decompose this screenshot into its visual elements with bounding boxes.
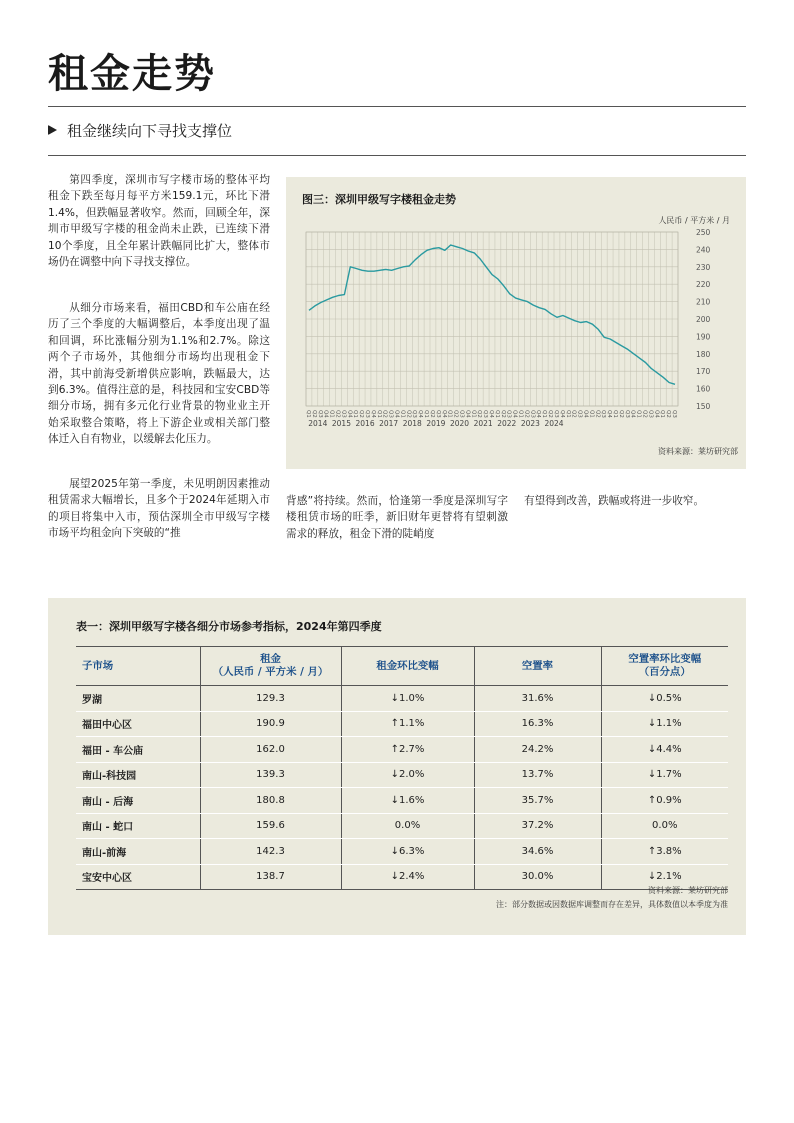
cell-rent-change: ↑1.1% — [341, 711, 474, 737]
x-quarter-label: Q2 — [594, 409, 601, 418]
cell-submarket: 福田中心区 — [76, 711, 200, 737]
section-subheading — [48, 118, 232, 142]
x-quarter-label: Q2 — [381, 410, 388, 418]
y-tick-label: 190 — [696, 332, 711, 342]
cell-rent: 162.0 — [200, 737, 341, 763]
chart-title: 图三：深圳甲级写字楼租金走势 — [302, 193, 456, 206]
x-quarter-label: Q3 — [364, 410, 370, 418]
x-quarter-label: Q3 — [553, 409, 559, 418]
cell-vacancy-change: ↑0.9% — [601, 788, 728, 814]
x-quarter-label: Q2 — [665, 410, 672, 418]
x-quarter-label: Q2 — [358, 409, 365, 418]
x-year-label: 2023 — [520, 419, 540, 428]
x-quarter-label: Q2 — [499, 410, 506, 418]
cell-submarket: 罗湖 — [76, 686, 200, 712]
cell-rent: 190.9 — [200, 711, 341, 737]
paragraph-2: 从细分市场来看，福田CBD和车公庙在经历了三个季度的大幅调整后，本季度出现了温和回调，环比涨幅分别为1.1%和2.7%。除这两个子市场外，其他细分市场均出现租金下滑，其中前海受新增供应影响，跌幅最大，达到6.3%。值得注意的是，科技园和宝安CBD等细分市场，拥有多元化行业背景的物业业主开始采取整合策略，将上下游企业或相关部门整体迁入自有物业，以缓解去化压力。 — [48, 302, 270, 446]
subheading-divider — [48, 155, 746, 156]
x-quarter-label: Q1 — [446, 409, 453, 418]
x-quarter-label: Q3 — [647, 410, 654, 418]
x-quarter-label: Q2 — [405, 410, 412, 418]
x-quarter-label: Q2 — [452, 409, 459, 418]
x-quarter-label: Q1 — [493, 410, 500, 418]
x-quarter-label: Q1 — [423, 410, 429, 418]
table-row — [76, 864, 728, 890]
x-year-label: 2019 — [426, 419, 446, 428]
cell-submarket: 南山 - 蛇口 — [76, 813, 200, 839]
x-quarter-label: Q4 — [606, 409, 613, 418]
x-quarter-label: Q1 — [305, 409, 311, 418]
table-row — [76, 813, 728, 839]
x-quarter-label: Q3 — [529, 410, 536, 418]
cell-rent-change: ↓1.6% — [341, 788, 474, 814]
paragraph-1: 第四季度，深圳市写字楼市场的整体平均租金下跌至每月每平方米159.1元，环比下滑1.4%，但跌幅显著收窄。然而，回顾全年，深圳市甲级写字楼的租金尚未止跌，已连续下滑10个季度，且全年累计跌幅同比扩大，整体市场仍在调整中向下寻找支撑位。 — [48, 174, 270, 269]
x-quarter-label: Q4 — [417, 410, 424, 418]
y-tick-label: 240 — [696, 245, 711, 255]
table-row — [76, 839, 728, 865]
cell-vacancy-change: ↓1.7% — [601, 762, 728, 788]
x-quarter-label: Q4 — [440, 409, 447, 418]
y-tick-label: 210 — [696, 297, 711, 307]
cell-vacancy-change: ↓2.1% — [601, 864, 728, 890]
x-year-label: 2020 — [449, 419, 470, 428]
x-quarter-label: Q1 — [517, 410, 524, 418]
cell-submarket: 南山-前海 — [76, 839, 200, 865]
cell-rent-change: 0.0% — [341, 813, 474, 839]
x-quarter-label: Q4 — [393, 410, 400, 418]
submarket-indicators-panel — [48, 598, 746, 935]
cell-rent: 138.7 — [200, 864, 341, 890]
y-tick-label: 230 — [696, 262, 711, 272]
x-year-label: 2017 — [379, 419, 399, 428]
header-vacancy-change-line-1: 空置率环比变幅 — [628, 653, 702, 665]
x-quarter-label: Q1 — [470, 409, 477, 418]
x-quarter-label: Q3 — [600, 409, 607, 418]
x-year-label: 2014 — [308, 419, 328, 428]
y-tick-label: 250 — [696, 228, 711, 237]
cell-rent: 180.8 — [200, 788, 341, 814]
cell-submarket: 福田 - 车公庙 — [76, 737, 200, 763]
page-title: 租金走势 — [48, 51, 216, 97]
triangle-bullet-icon — [48, 125, 57, 135]
table-title: 表一：深圳甲级写字楼各细分市场参考指标，2024年第四季度 — [76, 620, 382, 633]
y-tick-label: 180 — [696, 349, 711, 359]
x-year-label: 2024 — [544, 419, 564, 428]
table-header-row — [76, 647, 728, 686]
y-tick-label: 160 — [696, 384, 711, 394]
x-quarter-label: Q4 — [369, 410, 376, 418]
x-quarter-label: Q4 — [488, 410, 494, 418]
cell-vacancy: 16.3% — [474, 711, 601, 737]
x-quarter-label: Q3 — [434, 409, 441, 418]
x-quarter-label: Q3 — [316, 409, 323, 418]
x-quarter-label: Q3 — [482, 409, 489, 418]
x-quarter-label: Q4 — [653, 410, 660, 418]
x-quarter-label: Q2 — [476, 409, 483, 418]
x-quarter-label: Q1 — [352, 409, 359, 418]
chart-source-note: 资料来源：莱坊研究部 — [658, 447, 738, 456]
table-row — [76, 711, 728, 737]
header-vacancy: 空置率 — [474, 647, 601, 686]
paragraph-3-col-3: 有望得到改善，跌幅或将进一步收窄。 — [524, 495, 705, 507]
x-year-label: 2016 — [355, 419, 375, 428]
x-quarter-label: Q3 — [671, 410, 677, 418]
rent-trend-chart — [286, 177, 746, 469]
x-quarter-label: Q1 — [399, 410, 406, 418]
x-quarter-label: Q4 — [629, 410, 636, 418]
x-quarter-label: Q2 — [310, 409, 317, 418]
cell-rent: 159.6 — [200, 813, 341, 839]
table-footnote: 注：部分数据或因数据库调整而存在差异，具体数值以本季度为准 — [496, 900, 728, 909]
x-quarter-label: Q3 — [505, 410, 512, 418]
x-year-label: 2015 — [331, 419, 351, 428]
cell-rent: 139.3 — [200, 762, 341, 788]
table-row — [76, 762, 728, 788]
x-quarter-label: Q1 — [541, 410, 548, 418]
header-vacancy-change — [601, 647, 728, 686]
x-quarter-label: Q1 — [635, 410, 642, 418]
x-quarter-label: Q3 — [387, 410, 394, 418]
x-quarter-label: Q4 — [535, 410, 542, 418]
cell-rent-change: ↓2.0% — [341, 762, 474, 788]
table-source-note: 资料来源：莱坊研究部 — [648, 886, 728, 895]
table-row — [76, 788, 728, 814]
x-quarter-label: Q4 — [582, 409, 589, 418]
header-rent — [200, 647, 341, 686]
x-quarter-label: Q4 — [464, 409, 471, 418]
y-tick-label: 200 — [696, 315, 711, 324]
x-quarter-label: Q2 — [617, 410, 624, 418]
rent-series-line — [309, 245, 675, 384]
cell-rent-change: ↓6.3% — [341, 839, 474, 865]
x-quarter-label: Q2 — [429, 409, 435, 418]
x-year-label: 2022 — [497, 419, 517, 428]
cell-submarket: 宝安中心区 — [76, 864, 200, 890]
x-quarter-label: Q1 — [588, 409, 595, 418]
cell-vacancy-change: ↓1.1% — [601, 711, 728, 737]
cell-rent-change: ↓2.4% — [341, 864, 474, 890]
x-quarter-label: Q2 — [641, 410, 648, 418]
x-quarter-label: Q1 — [564, 409, 571, 418]
cell-rent-change: ↓1.0% — [341, 686, 474, 712]
x-quarter-label: Q2 — [523, 410, 530, 418]
x-quarter-label: Q3 — [340, 409, 347, 418]
x-quarter-label: Q1 — [659, 410, 666, 418]
cell-vacancy-change: ↓0.5% — [601, 686, 728, 712]
cell-vacancy: 13.7% — [474, 762, 601, 788]
y-tick-label: 220 — [696, 280, 711, 290]
x-quarter-label: Q2 — [570, 409, 577, 418]
x-quarter-label: Q4 — [511, 410, 518, 418]
chart-y-unit-label: 人民币 / 平方米 / 月 — [658, 216, 730, 225]
cell-vacancy-change: 0.0% — [601, 813, 728, 839]
cell-rent-change: ↑2.7% — [341, 737, 474, 763]
x-quarter-label: Q1 — [328, 409, 335, 418]
x-year-label: 2018 — [402, 419, 422, 428]
x-quarter-label: Q2 — [334, 409, 341, 418]
submarket-indicators-table — [76, 646, 728, 890]
header-rent-change: 租金环比变幅 — [341, 647, 474, 686]
rent-trend-chart-panel — [286, 177, 746, 469]
section-subheading-text: 租金继续向下寻找支撑位 — [67, 121, 233, 140]
cell-vacancy: 34.6% — [474, 839, 601, 865]
cell-submarket: 南山-科技园 — [76, 762, 200, 788]
paragraph-3-col-1: 展望2025年第一季度，未见明朗因素推动租赁需求大幅增长，且多个于2024年延期入市的项目将集中入市，预估深圳全市甲级写字楼市场平均租金向下突破的“推 — [48, 478, 270, 540]
x-quarter-label: Q4 — [558, 409, 565, 418]
x-year-label: 2021 — [473, 419, 493, 428]
cell-vacancy: 24.2% — [474, 737, 601, 763]
cell-vacancy: 31.6% — [474, 686, 601, 712]
y-tick-label: 170 — [696, 367, 711, 377]
title-divider — [48, 106, 746, 107]
cell-vacancy: 37.2% — [474, 813, 601, 839]
cell-submarket: 南山 - 后海 — [76, 788, 200, 814]
cell-rent: 129.3 — [200, 686, 341, 712]
x-quarter-label: Q3 — [411, 410, 418, 418]
cell-rent: 142.3 — [200, 839, 341, 865]
cell-vacancy-change: ↓4.4% — [601, 737, 728, 763]
table-row — [76, 737, 728, 763]
x-quarter-label: Q2 — [547, 410, 553, 418]
x-quarter-label: Q4 — [322, 409, 329, 418]
x-quarter-label: Q3 — [458, 409, 465, 418]
x-quarter-label: Q4 — [346, 409, 353, 418]
y-tick-label: 150 — [696, 402, 711, 411]
cell-vacancy: 35.7% — [474, 788, 601, 814]
table-row — [76, 686, 728, 712]
x-quarter-label: Q3 — [576, 409, 583, 418]
cell-vacancy-change: ↑3.8% — [601, 839, 728, 865]
paragraph-3-col-2: 背感”将持续。然而，恰逢第一季度是深圳写字楼租赁市场的旺季，新旧财年更替将有望刺激需求的释放，租金下滑的陡峭度 — [286, 495, 508, 540]
header-submarket: 子市场 — [76, 647, 200, 686]
x-quarter-label: Q3 — [623, 410, 630, 418]
x-quarter-label: Q1 — [612, 410, 618, 418]
header-rent-line-2: （人民币 / 平方米 / 月） — [212, 666, 329, 678]
x-quarter-label: Q1 — [375, 410, 382, 418]
cell-vacancy: 30.0% — [474, 864, 601, 890]
header-vacancy-change-line-2: （百分点） — [638, 666, 691, 678]
header-rent-line-1: 租金 — [260, 653, 281, 665]
